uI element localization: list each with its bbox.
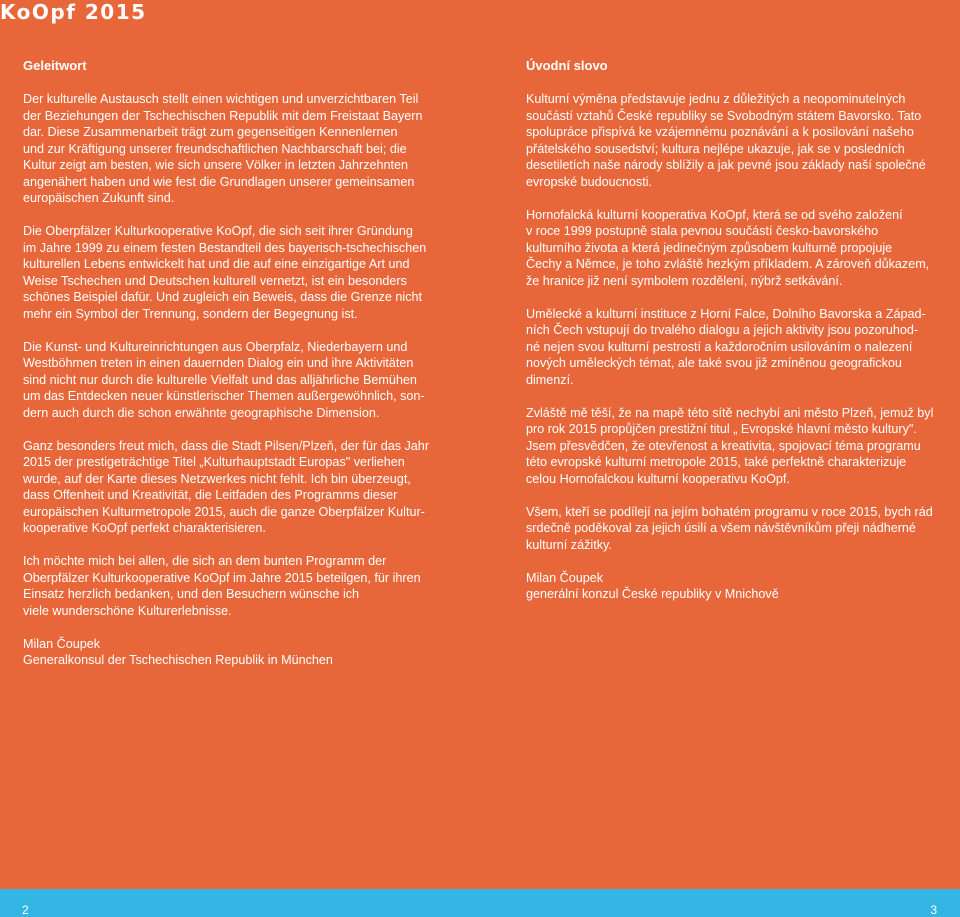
czech-heading: Úvodní slovo bbox=[526, 58, 608, 73]
page-number-right: 3 bbox=[930, 903, 937, 917]
german-paragraph-4: Ganz besonders freut mich, dass die Stadt Pilsen/Plzeň, der für das Jahr 2015 der prestigeträchtige Titel „Kulturhauptstadt Europas" verliehen wurde, auf der Karte dieses Netzwerkes nicht fehlt. Ich bin überzeugt, dass Offenheit und Kreativität, die Leitfaden des Programms dieser europäischen Kulturmetropole 2015, auch die ganze Oberpfälzer Kultur- kooperative KoOpf perfekt charakterisieren. bbox=[23, 438, 430, 535]
german-paragraph-3: Die Kunst- und Kultureinrichtungen aus Oberpfalz, Niederbayern und Westböhmen treten in einen dauernden Dialog ein und ihre Aktivitäten sind nicht nur durch die kulturelle Vielfalt und das alljährliche Bemühen um das Entdecken neuer künstlerischer Themen außergewöhnlich, son- dern auch durch die schon erwähnte geographische Dimension. bbox=[23, 339, 425, 420]
czech-paragraph-5: Všem, kteří se podílejí na jejím bohatém programu v roce 2015, bych rád srdečně poděkoval za jejich úsilí a všem návštěvníkům přeji nádherné kulturní zážitky. bbox=[526, 504, 933, 552]
footer-bar bbox=[0, 889, 960, 917]
german-paragraph-1: Der kulturelle Austausch stellt einen wichtigen und unverzichtbaren Teil der Beziehungen der Tschechischen Republik mit dem Freistaat Bayern dar. Diese Zusammenarbeit trägt zum gegenseitigen Kennenlernen und zur Kräftigung unserer freundschaftlichen Nachbarschaft bei; die Kultur zeigt am besten, wie sich unsere Völker in letzten Jahrzehnten angenähert haben und wie fest die Grundlagen unserer gemeinsamen europäischen Zukunft sind. bbox=[23, 92, 423, 205]
czech-paragraph-2: Hornofalcká kulturní kooperativa KoOpf, která se od svého založení v roce 1999 postupně stala pevnou součástí česko-bavorského kulturního života a která jedinečným způsobem kulturně propojuje Čechy a Němce, je toho zvláště hezkým příkladem. A zároveň důkazem, že hranice již není symbolem rozdělení, nýbrž setkávání. bbox=[526, 207, 930, 288]
german-paragraph-5: Ich möchte mich bei allen, die sich an dem bunten Programm der Oberpfälzer Kulturkooperative KoOpf im Jahre 2015 beteilgen, für ihren Einsatz herzlich bedanken, und den Besuchern wünsche ich viele wunderschöne Kulturerlebnisse. bbox=[23, 554, 421, 618]
german-column bbox=[23, 58, 443, 669]
czech-paragraph-1: Kulturní výměna představuje jednu z důležitých a neopominutelných součástí vztahů České republiky se Svobodným státem Bavorsko. Tato spolupráce přispívá ke vzájemnému poznávání a k posilování našeho přátelského sousedství; kultura nejlépe ukazuje, jak se v posledních desetiletích naše národy sblížily a jak pevné jsou základy naší společné evropské budoucnosti. bbox=[526, 92, 926, 189]
czech-paragraph-4: Zvláště mě těší, že na mapě této sítě nechybí ani město Plzeň, jemuž byl pro rok 2015 propůjčen prestižní titul „ Evropské hlavní město kultury". Jsem přesvědčen, že otevřenost a kreativita, spojovací téma programu této evropské kulturní metropole 2015, také perfektně charakterizuje celou Hornofalckou kulturní kooperativu KoOpf. bbox=[526, 405, 934, 486]
czech-paragraph-3: Umělecké a kulturní instituce z Horní Falce, Dolního Bavorska a Západ- ních Čech vstupují do trvalého dialogu a jejich aktivity jsou pozoruhod- né nejen svou kulturní pestrostí a každoročním usilováním o nalezení nových uměleckých témat, ale také svou již zmíněnou geografickou dimenzí. bbox=[526, 306, 926, 387]
german-heading: Geleitwort bbox=[23, 58, 87, 73]
page-number-left: 2 bbox=[22, 903, 29, 917]
czech-column bbox=[526, 58, 946, 603]
czech-signature: Milan Čoupek generální konzul České republiky v Mnichově bbox=[526, 570, 779, 601]
german-signature: Milan Čoupek Generalkonsul der Tschechischen Republik in München bbox=[23, 636, 333, 667]
page-header-title: KoOpf 2015 bbox=[0, 0, 147, 24]
german-paragraph-2: Die Oberpfälzer Kulturkooperative KoOpf, die sich seit ihrer Gründung im Jahre 1999 zu einem festen Bestandteil des bayerisch-tschechischen kulturellen Lebens entwickelt hat und die auf eine einzigartige Art und Weise Tschechen und Deutschen kulturell vernetzt, ist ein besonders schönes Beispiel dafür. Und zugleich ein Beweis, dass die Grenze nicht mehr ein Symbol der Trennung, sondern der Begegnung ist. bbox=[23, 224, 427, 321]
